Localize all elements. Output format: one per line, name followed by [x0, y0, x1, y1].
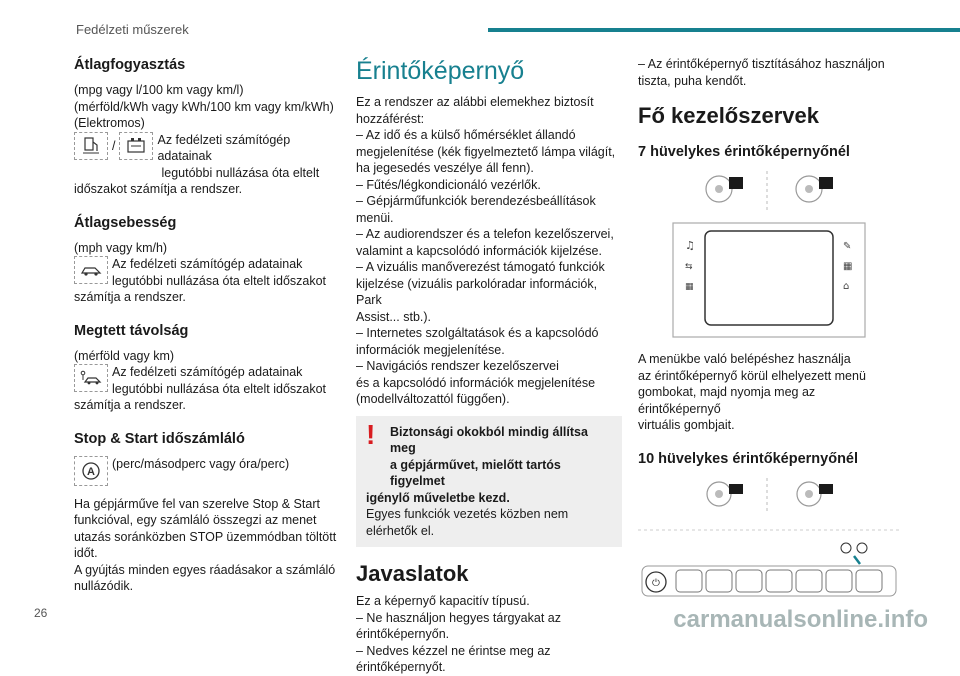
- avg-speed-desc-b: legutóbbi nullázása óta eltelt időszakot: [112, 273, 327, 288]
- seven-inch-screen-figure: [671, 221, 867, 339]
- distance-desc-b: legutóbbi nullázása óta eltelt időszakot: [112, 381, 327, 396]
- feature-line: információk megjelenítése.: [356, 342, 505, 357]
- menu-line-2: az érintőképernyő körül elhelyezett menü: [638, 368, 866, 383]
- steering-wheels-figure-7: [689, 169, 849, 215]
- feature-line: megjelenítése (kék figyelmeztető lámpa világít,: [356, 144, 616, 159]
- avg-consumption-desc: [74, 132, 338, 182]
- stop-start-p4: időt.: [74, 546, 98, 560]
- warning-text-1: Egyes funkciók vezetés közben nem: [366, 507, 569, 521]
- tips-line: – Ne használjon hegyes tárgyakat az: [356, 610, 561, 625]
- menu-line-4: virtuális gombjait.: [638, 418, 735, 432]
- feature-line: (modellváltozattól függően).: [356, 392, 510, 406]
- feature-line: – Navigációs rendszer kezelőszervei: [356, 359, 559, 373]
- steering-wheels-figure-10: [689, 476, 849, 516]
- stop-start-section: [74, 430, 338, 595]
- menu-line-3: gombokat, majd nyomja meg az érintőképernyő: [638, 385, 816, 416]
- feature-line: – Internetes szolgáltatások és a kapcsolódó: [356, 326, 599, 340]
- tips-line: – Nedves kézzel ne érintse meg az: [356, 643, 551, 658]
- stop-start-units: (perc/másodperc vagy óra/perc): [112, 456, 290, 471]
- ten-inch-heading: 10 hüvelykes érintőképernyőnél: [638, 450, 859, 467]
- left-column: [74, 56, 338, 607]
- header-accent-bar: [488, 28, 960, 32]
- safety-warning-box: [356, 416, 622, 548]
- svg-text:A: A: [87, 465, 95, 478]
- feature-line: – Az audiorendszer és a telefon kezelőszervei,: [356, 227, 614, 241]
- ten-inch-controls-figure: [638, 520, 900, 600]
- feature-line: Assist... stb.).: [356, 309, 432, 324]
- svg-text:✎: ✎: [843, 241, 852, 252]
- touchscreen-intro-1: Ez a rendszer az alábbi elemekhez biztosít: [356, 95, 594, 109]
- middle-column: [356, 56, 622, 676]
- avg-speed-heading: Átlagsebesség: [74, 214, 177, 231]
- cleaning-line-1: – Az érintőképernyő tisztításához használjon: [638, 57, 885, 71]
- tips-heading: Javaslatok: [356, 561, 469, 586]
- main-controls-heading: Fő kezelőszervek: [638, 103, 819, 128]
- svg-text:▦: ▦: [843, 261, 853, 272]
- seven-inch-heading: 7 hüvelykes érintőképernyőnél: [638, 144, 850, 160]
- feature-line: kijelzése (vizuális parkolóradar információk, Park: [356, 276, 598, 307]
- tips-line: érintőképernyőt.: [356, 660, 446, 674]
- feature-line: – A vizuális manőverezést támogató funkciók: [356, 260, 605, 274]
- tips-line: érintőképernyőn.: [356, 627, 450, 641]
- stop-start-icon: [74, 456, 108, 486]
- svg-text:♫: ♫: [685, 239, 695, 252]
- svg-text:⏻: ⏻: [652, 577, 660, 589]
- fuel-consumption-icon: [74, 132, 108, 160]
- distance-heading: Megtett távolság: [74, 322, 189, 339]
- warning-bold-1: Biztonsági okokból mindig állítsa meg: [390, 424, 588, 455]
- distance-section: [74, 322, 338, 414]
- feature-line: ha jegesedés veszélye áll fenn).: [356, 161, 534, 175]
- cleaning-line-2: tiszta, puha kendőt.: [638, 73, 747, 88]
- distance-desc: [74, 364, 338, 397]
- tips-section: [356, 561, 622, 676]
- feature-line: – Gépjárműfunkciók berendezésbeállítások: [356, 194, 596, 208]
- warning-icon: !: [366, 418, 376, 450]
- stop-start-p2: funkcióval, egy számláló összegzi az menet: [74, 513, 317, 527]
- stop-start-p6: nullázódik.: [74, 579, 134, 593]
- avg-consumption-heading: Átlagfogyasztás: [74, 57, 186, 73]
- car-speed-icon: [74, 256, 108, 284]
- menu-line-1: A menükbe való belépéshez használja: [638, 352, 851, 366]
- distance-desc-a: Az fedélzeti számítógép adatainak: [112, 365, 303, 379]
- feature-line: – Az idő és a külső hőmérséklet állandó: [356, 128, 576, 142]
- feature-line: menüi.: [356, 210, 394, 225]
- avg-consumption-units-ev: (mérföld/kWh vagy kWh/100 km vagy km/kWh): [74, 99, 334, 114]
- touchscreen-feature-list: [356, 127, 622, 408]
- avg-speed-section: [74, 214, 338, 306]
- avg-consumption-desc-b: legutóbbi nullázása óta eltelt: [161, 165, 320, 180]
- touchscreen-title: Érintőképernyő: [356, 57, 525, 85]
- battery-consumption-icon: [119, 132, 153, 160]
- stop-start-heading: Stop & Start időszámláló: [74, 430, 245, 447]
- watermark: carmanualsonline.info: [673, 606, 928, 633]
- avg-speed-units: (mph vagy km/h): [74, 240, 168, 255]
- stop-start-p5: A gyújtás minden egyes ráadásakor a számláló: [74, 562, 336, 577]
- avg-speed-desc-a: Az fedélzeti számítógép adatainak: [112, 257, 303, 271]
- running-header: Fedélzeti műszerek: [76, 22, 189, 37]
- feature-line: és a kapcsolódó információk megjelenítése: [356, 375, 596, 390]
- avg-consumption-units: (mpg vagy l/100 km vagy km/l): [74, 83, 244, 97]
- warning-text-2: elérhetők el.: [366, 523, 435, 538]
- feature-line: – Fűtés/légkondicionáló vezérlők.: [356, 177, 541, 192]
- avg-speed-desc: [74, 256, 338, 289]
- icon-separator: /: [112, 138, 116, 153]
- tips-line: Ez a képernyő kapacitív típusú.: [356, 594, 530, 608]
- avg-consumption-desc-c: időszakot számítja a rendszer.: [74, 182, 243, 196]
- warning-bold-2: a gépjárművet, mielőtt tartós figyelmet: [390, 457, 561, 488]
- feature-line: valamint a kapcsolódó információk kijelzése.: [356, 243, 602, 258]
- avg-consumption-units-label: (Elektromos): [74, 116, 145, 130]
- svg-text:⌂: ⌂: [843, 281, 850, 292]
- distance-desc-c: számítja a rendszer.: [74, 398, 186, 412]
- avg-consumption-desc-a: Az fedélzeti számítógép adatainak: [157, 132, 291, 163]
- warning-bold-3: igénylő műveletbe kezd.: [366, 490, 510, 505]
- distance-units: (mérföld vagy km): [74, 348, 175, 363]
- svg-text:⇆: ⇆: [685, 262, 693, 272]
- stop-start-p1: Ha gépjárműve fel van szerelve Stop & Start: [74, 496, 320, 511]
- avg-consumption-section: [74, 56, 338, 198]
- touchscreen-intro-2: hozzáférést:: [356, 111, 425, 126]
- svg-text:▦: ▦: [685, 282, 694, 292]
- right-column: [638, 56, 900, 600]
- stop-start-units-row: [74, 456, 338, 486]
- page-number: 26: [34, 606, 48, 620]
- car-distance-icon: [74, 364, 108, 392]
- stop-start-p3: utazás soránközben STOP üzemmódban töltött: [74, 529, 337, 544]
- avg-speed-desc-c: számítja a rendszer.: [74, 290, 186, 304]
- menu-instructions: [638, 351, 900, 434]
